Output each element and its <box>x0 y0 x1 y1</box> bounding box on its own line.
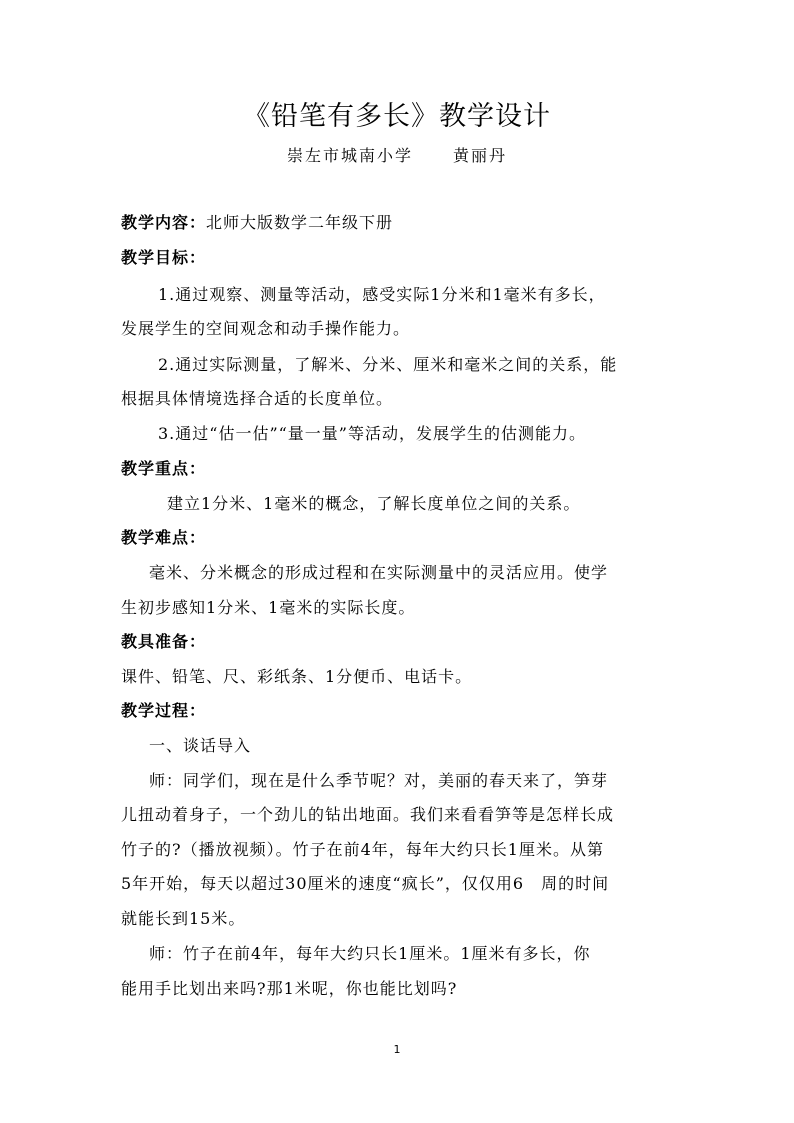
paragraph-2-line-2: 能用手比划出来吗?那1米呢，你也能比划吗? <box>121 979 458 998</box>
difficulties-line-2: 生初步感知1分米、1毫米的实际长度。 <box>121 598 416 617</box>
paragraph-1-line-4: 5年开始，每天以超过30厘米的速度“疯长”，仅仅用6 周的时间 <box>121 874 610 893</box>
content-label: 教学内容： <box>121 213 207 232</box>
author-school: 崇左市城南小学 <box>286 146 413 165</box>
difficulties-label: 教学难点： <box>121 528 207 547</box>
goal-3-line-1: 3.通过“估一估”“量一量”等活动，发展学生的估测能力。 <box>158 424 586 443</box>
goals-label: 教学目标： <box>121 248 207 267</box>
goal-1-line-1: 1.通过观察、测量等活动，感受实际1分米和1毫米有多长， <box>158 285 606 304</box>
paragraph-1-line-1: 师：同学们，现在是什么季节呢？对，美丽的春天来了，笋芽 <box>149 771 609 790</box>
author-line <box>0 143 794 166</box>
goal-1-line-2: 发展学生的空间观念和动手操作能力。 <box>121 319 411 338</box>
goal-2-line-2: 根据具体情境选择合适的长度单位。 <box>121 389 394 408</box>
process-label: 教学过程： <box>121 701 207 720</box>
paragraph-1-line-2: 儿扭动着身子，一个劲儿的钻出地面。我们来看看笋等是怎样长成 <box>121 805 615 824</box>
content-text: 北师大版数学二年级下册 <box>206 213 394 232</box>
materials-text: 课件、铅笔、尺、彩纸条、1分便币、电话卡。 <box>121 667 473 686</box>
difficulties-line-1: 毫米、分米概念的形成过程和在实际测量中的灵活应用。使学 <box>149 563 609 582</box>
key-points-label: 教学重点： <box>121 459 207 478</box>
materials-label: 教具准备： <box>121 632 207 651</box>
paragraph-1-line-3: 竹子的?（播放视频）。竹子在前4年，每年大约只长1厘米。从第 <box>121 840 604 859</box>
paragraph-1-line-5: 就能长到15米。 <box>121 909 246 928</box>
paragraph-2-line-1: 师：竹子在前4年，每年大约只长1厘米。1厘米有多长，你 <box>149 944 591 963</box>
goal-2-line-1: 2.通过实际测量，了解米、分米、厘米和毫米之间的关系，能 <box>158 355 618 374</box>
key-points-text: 建立1分米、1毫米的概念，了解长度单位之间的关系。 <box>167 494 581 513</box>
content-row <box>121 210 681 233</box>
page-number: 1 <box>393 1043 401 1056</box>
document-title: 《铅笔有多长》教学设计 <box>243 101 551 132</box>
author-name: 黄丽丹 <box>453 146 508 165</box>
section-1-heading: 一、谈话导入 <box>149 736 252 755</box>
